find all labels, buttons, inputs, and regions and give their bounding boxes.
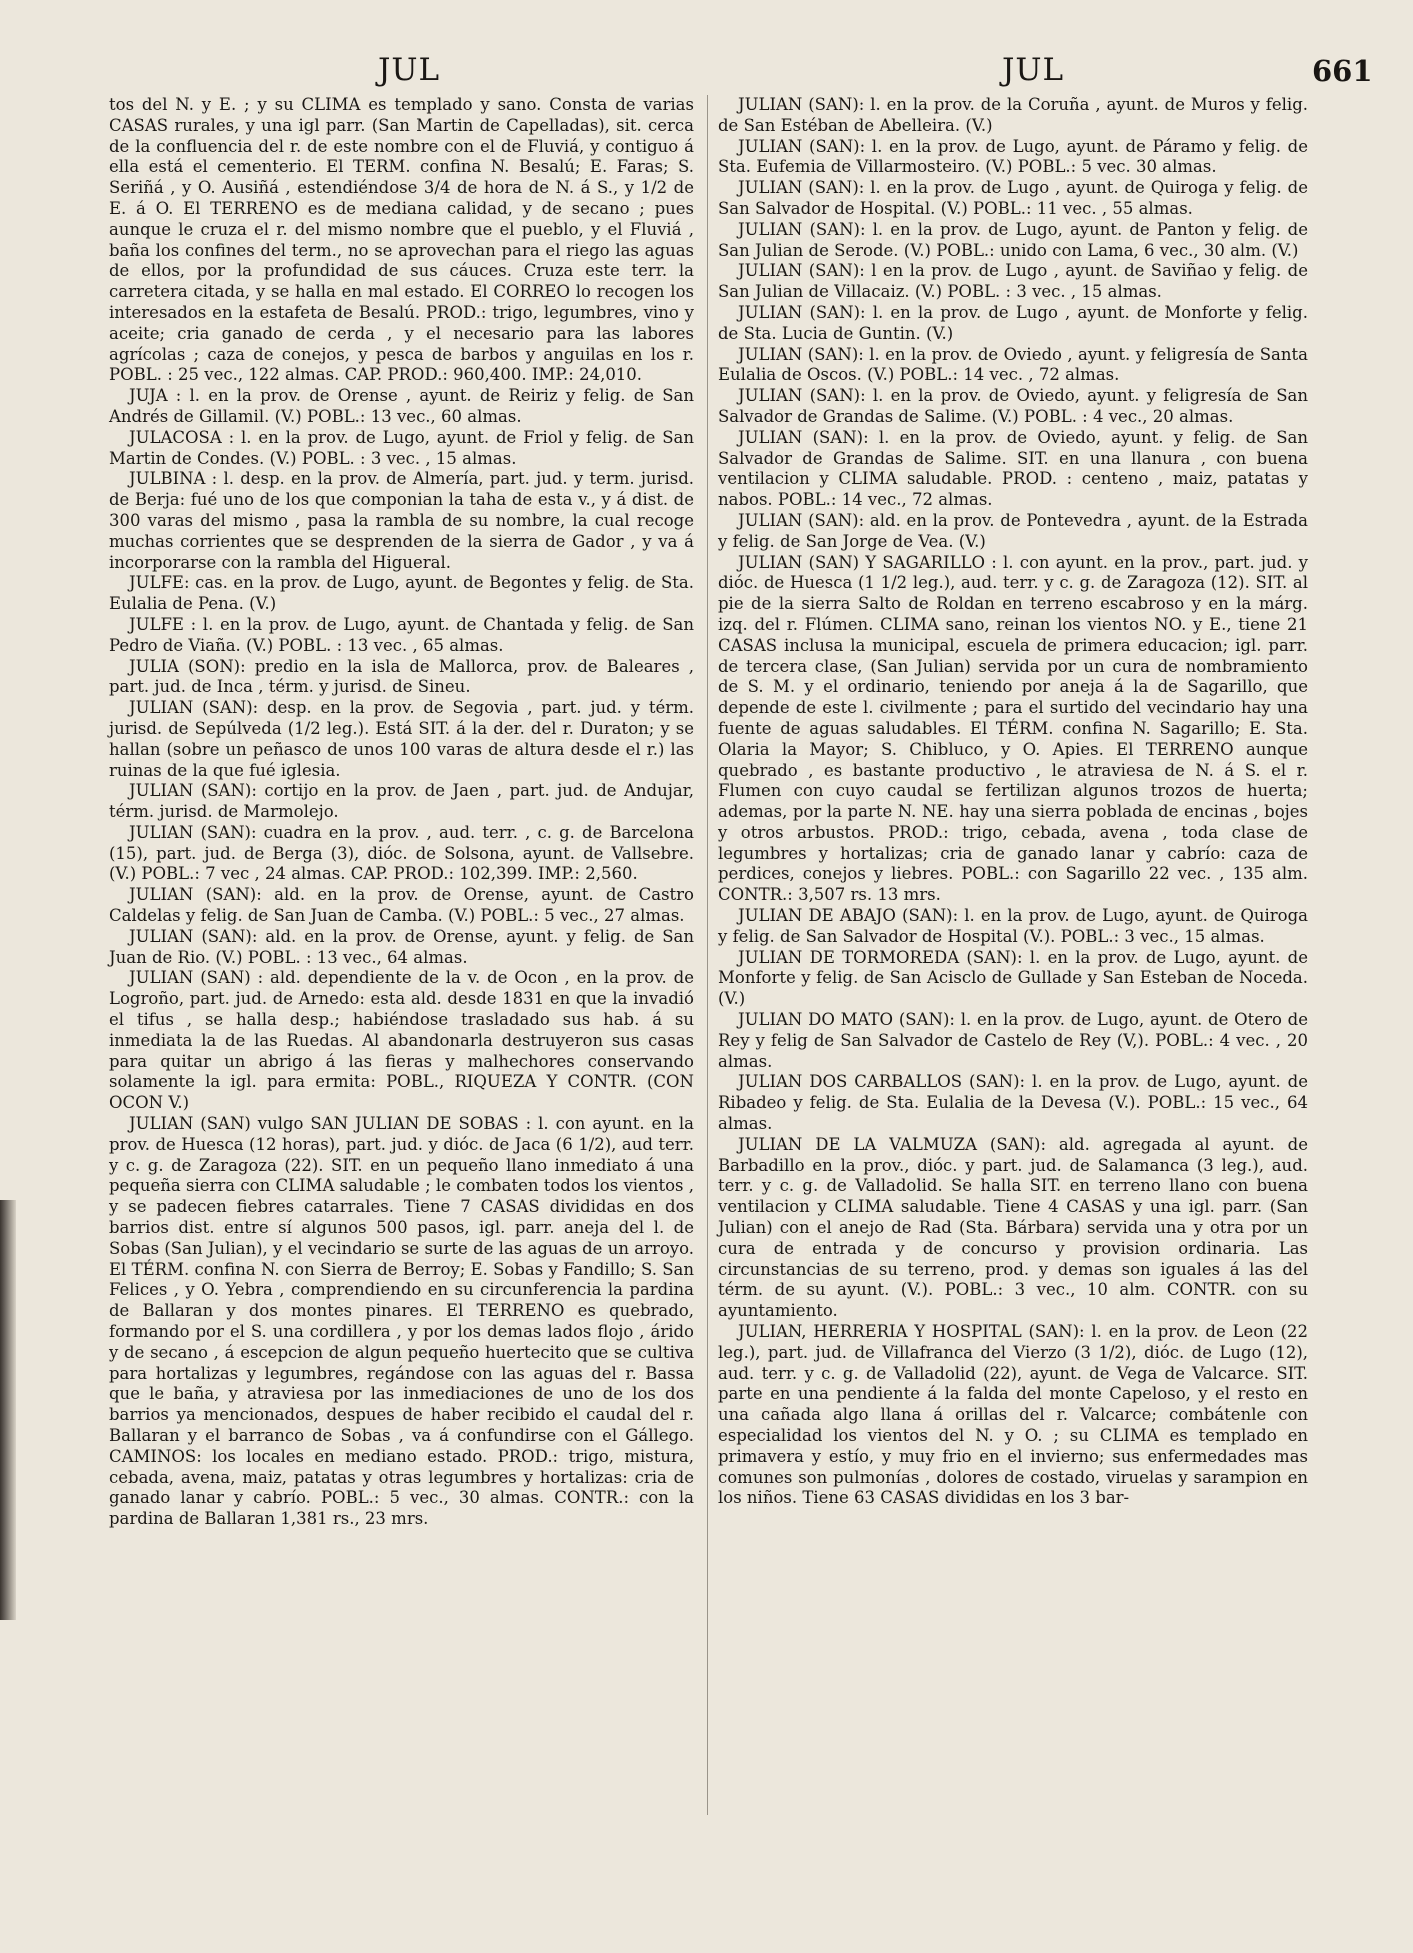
right-column bbox=[718, 95, 1308, 1509]
entry-paragraph: JULIAN (SAN): ald. en la prov. de Orense, ayunt. y felig. de San Juan de Rio. (V.) POBL. : 13 vec., 64 almas. bbox=[109, 926, 694, 967]
entry-paragraph: JULIAN (SAN): l. en la prov. de Oviedo, ayunt. y felig. de San Salvador de Grandas de Salime. SIT. en una llanura , con buena ventilacion y CLIMA saludable. PROD. : centeno , maiz, patatas y nabos. POBL.: 14 vec., 72 almas. bbox=[718, 427, 1308, 510]
entry-paragraph: JULBINA : l. desp. en la prov. de Almería, part. jud. y term. jurisd. de Berja: fué uno de los que componian la taha de esta v., y á dist. de 300 varas del mismo , pasa la rambla de su nombre, la cual recoge muchas corrientes que se desprenden de la sierra de Gador , y va á incorporarse con la rambla del Higueral. bbox=[109, 469, 694, 572]
entry-paragraph: JULFE: cas. en la prov. de Lugo, ayunt. de Begontes y felig. de Sta. Eulalia de Pena. (V.) bbox=[109, 573, 694, 614]
entry-paragraph: JULIAN DOS CARBALLOS (SAN): l. en la prov. de Lugo, ayunt. de Ribadeo y felig. de Sta. Eulalia de la Devesa (V.). POBL.: 15 vec., 64 almas. bbox=[718, 1072, 1308, 1134]
entry-paragraph: JULIAN (SAN): desp. en la prov. de Segovia , part. jud. y térm. jurisd. de Sepúlveda (1/2 leg.). Está SIT. á la der. del r. Duraton; y se hallan (sobre un peñasco de unos 100 varas de altura desde el r.) las ruinas de la que fué iglesia. bbox=[109, 698, 694, 780]
entry-paragraph: JUJA : l. en la prov. de Orense , ayunt. de Reiriz y felig. de San Andrés de Gillamil. (V.) POBL.: 13 vec., 60 almas. bbox=[109, 386, 694, 426]
entry-paragraph: JULIAN (SAN): cortijo en la prov. de Jaen , part. jud. de Andujar, térm. jurisd. de Marmolejo. bbox=[109, 781, 694, 822]
running-head-right: JUL bbox=[1002, 52, 1065, 88]
entry-paragraph: JULIAN DE LA VALMUZA (SAN): ald. agregada al ayunt. de Barbadillo en la prov., dióc. y part. jud. de Salamanca (3 leg.), aud. terr. y c. g. de Valladolid. Se halla SIT. en terreno llano con buena ventilacion y CLIMA saludable. Tiene 4 CASAS y una igl. parr. (San Julian) con el anejo de Rad (Sta. Bárbara) servida una y otra por un cura de entrada y de concurso y provision ordinaria. Las circunstancias de su terreno, prod. y demas son iguales á las del térm. de su ayunt. (V.). POBL.: 3 vec., 10 alm. CONTR. con su ayuntamiento. bbox=[718, 1134, 1308, 1321]
entry-paragraph: tos del N. y E. ; y su CLIMA es templado y sano. Consta de varias CASAS rurales, y una igl parr. (San Martin de Capelladas), sit. cerca de la confluencia del r. de este nombre con el de Fluviá, y contiguo á ella está el cementerio. El TERM. confina N. Besalú; E. Faras; S. Seriñá , y O. Ausiñá , estendiéndose 3/4 de hora de N. á S., y 1/2 de E. á O. El TERRENO es de mediana calidad, y de secano ; pues aunque le cruza el r. del mismo nombre que el pueblo, y el Fluviá , baña los confines del term., no se aprovechan para el riego las aguas de ellos, por la profundidad de sus cáuces. Cruza este terr. la carretera citada, y se halla en mal estado. El CORREO lo recogen los interesados en la estafeta de Besalú. PROD.: trigo, legumbres, vino y aceite; cria ganado de cerda , y el necesario para las labores agrícolas ; caza de conejos, y pesca de barbos y anguilas en los r. POBL. : 25 vec., 122 almas. CAP. PROD.: 960,400. IMP.: 24,010. bbox=[109, 95, 694, 385]
entry-paragraph: JULIAN (SAN): ald. en la prov. de Orense, ayunt. de Castro Caldelas y felig. de San Juan de Camba. (V.) POBL.: 5 vec., 27 almas. bbox=[109, 885, 694, 926]
entry-paragraph: JULIAN, HERRERIA Y HOSPITAL (SAN): l. en la prov. de Leon (22 leg.), part. jud. de Villafranca del Vierzo (3 1/2), dióc. de Lugo (12), aud. terr. y c. g. de Valladolid (22), ayunt. de Vega de Valcarce. SIT. parte en una pendiente á la falda del monte Capeloso, y el resto en una cañada algo llana á orillas del r. Valcarce; combátenle con especialidad los vientos del N. y O. ; su CLIMA es templado en primavera y estío, y muy frio en el invierno; sus enfermedades mas comunes son pulmonías , dolores de costado, viruelas y sarampion en los niños. Tiene 63 CASAS divididas en los 3 bar- bbox=[718, 1322, 1308, 1508]
entry-paragraph: JULIAN (SAN): l. en la prov. de la Coruña , ayunt. de Muros y felig. de San Estéban de Abelleira. (V.) bbox=[718, 95, 1308, 135]
entry-paragraph: JULIAN (SAN): l. en la prov. de Lugo , ayunt. de Monforte y felig. de Sta. Lucia de Guntin. (V.) bbox=[718, 302, 1308, 343]
entry-paragraph: JULIAN (SAN): l. en la prov. de Oviedo , ayunt. y feligresía de Santa Eulalia de Oscos. (V.) POBL.: 14 vec. , 72 almas. bbox=[718, 344, 1308, 385]
page-number: 661 bbox=[1312, 54, 1373, 88]
left-column bbox=[109, 95, 694, 1530]
column-divider bbox=[707, 95, 708, 1815]
entry-paragraph: JULIAN (SAN): l en la prov. de Lugo , ayunt. de Saviñao y felig. de San Julian de Villacaiz. (V.) POBL. : 3 vec. , 15 almas. bbox=[718, 261, 1308, 302]
entry-paragraph: JULIAN (SAN) vulgo SAN JULIAN DE SOBAS : l. con ayunt. en la prov. de Huesca (12 horas), part. jud. y dióc. de Jaca (6 1/2), aud terr. y c. g. de Zaragoza (22). SIT. en un pequeño llano inmediato á una pequeña sierra con CLIMA saludable ; le combaten todos los vientos , y se padecen fiebres catarrales. Tiene 7 CASAS divididas en dos barrios dist. entre sí algunos 500 pasos, igl. parr. aneja del l. de Sobas (San Julian), y el vecindario se surte de las aguas de un arroyo. El TÉRM. confina N. con Sierra de Berroy; E. Sobas y Fandillo; S. San Felices , y O. Yebra , comprendiendo en su circunferencia la pardina de Ballaran y dos montes pinares. El TERRENO es quebrado, formando por el S. una cordillera , y por los demas lados flojo , árido y de secano , á escepcion de algun pequeño huertecito que se cultiva para hortalizas y legumbres, regándose con las aguas del r. Bassa que le baña, y atraviesa por las inmediaciones de uno de los dos barrios ya mencionados, despues de haber recibido el caudal del r. Ballaran y el barranco de Sobas , va á confundirse con el Gállego. CAMINOS: los locales en mediano estado. PROD.: trigo, mistura, cebada, avena, maiz, patatas y otras legumbres y hortalizas: cria de ganado lanar y cabrío. POBL.: 5 vec., 30 almas. CONTR.: con la pardina de Ballaran 1,381 rs., 23 mrs. bbox=[109, 1114, 694, 1529]
entry-paragraph: JULIAN (SAN): l. en la prov. de Lugo, ayunt. de Páramo y felig. de Sta. Eufemia de Villarmosteiro. (V.) POBL.: 5 vec. 30 almas. bbox=[718, 136, 1308, 177]
page-edge-shadow bbox=[0, 1200, 16, 1620]
entry-paragraph: JULIAN DE ABAJO (SAN): l. en la prov. de Lugo, ayunt. de Quiroga y felig. de San Salvador de Hospital (V.). POBL.: 3 vec., 15 almas. bbox=[718, 906, 1308, 946]
entry-paragraph: JULIA (SON): predio en la isla de Mallorca, prov. de Baleares , part. jud. de Inca , térm. y jurisd. de Sineu. bbox=[109, 656, 694, 697]
entry-paragraph: JULFE : l. en la prov. de Lugo, ayunt. de Chantada y felig. de San Pedro de Viaña. (V.) POBL. : 13 vec. , 65 almas. bbox=[109, 614, 694, 655]
entry-paragraph: JULIAN (SAN): ald. en la prov. de Pontevedra , ayunt. de la Estrada y felig. de San Jorge de Vea. (V.) bbox=[718, 510, 1308, 551]
entry-paragraph: JULIAN DE TORMOREDA (SAN): l. en la prov. de Lugo, ayunt. de Monforte y felig. de San Acisclo de Gullade y San Esteban de Noceda. (V.) bbox=[718, 947, 1308, 1009]
entry-paragraph: JULIAN (SAN): l. en la prov. de Lugo, ayunt. de Panton y felig. de San Julian de Serode. (V.) POBL.: unido con Lama, 6 vec., 30 alm. (V.) bbox=[718, 219, 1308, 260]
entry-paragraph: JULIAN (SAN): l. en la prov. de Oviedo, ayunt. y feligresía de San Salvador de Grandas de Salime. (V.) POBL. : 4 vec., 20 almas. bbox=[718, 386, 1308, 426]
entry-paragraph: JULIAN DO MATO (SAN): l. en la prov. de Lugo, ayunt. de Otero de Rey y felig de San Salvador de Castelo de Rey (V,). POBL.: 4 vec. , 20 almas. bbox=[718, 1010, 1308, 1071]
entry-paragraph: JULIAN (SAN) Y SAGARILLO : l. con ayunt. en la prov., part. jud. y dióc. de Huesca (1 1/2 leg.), aud. terr. y c. g. de Zaragoza (12). SIT. al pie de la sierra Salto de Roldan en terreno escabroso y en la márg. izq. del r. Flúmen. CLIMA sano, reinan los vientos NO. y E., tiene 21 CASAS inclusa la municipal, escuela de primera educacion; igl. parr. de tercera clase, (San Julian) servida por un cura de nombramiento de S. M. y el ordinario, teniendo por aneja á la de Sagarillo, que depende de este l. civilmente ; para el surtido del vecindario hay una fuente de aguas saludables. El TÉRM. confina N. Sagarillo; E. Sta. Olaria la Mayor; S. Chibluco, y O. Apies. El TERRENO aunque quebrado , es bastante productivo , le atraviesa de N. á S. el r. Flumen con cuyo caudal se fertilizan algunos trozos de huerta; ademas, por la parte N. NE. hay una sierra poblada de encinas , bojes y otros arbustos. PROD.: trigo, cebada, avena , toda clase de legumbres y hortalizas; cria de ganado lanar y cabrío: caza de perdices, conejos y liebres. POBL.: con Sagarillo 22 vec. , 135 alm. CONTR.: 3,507 rs. 13 mrs. bbox=[718, 552, 1308, 905]
running-head-left: JUL bbox=[378, 52, 441, 88]
entry-paragraph: JULIAN (SAN) : ald. dependiente de la v. de Ocon , en la prov. de Logroño, part. jud. de Arnedo: esta ald. desde 1831 en que la invadió el tifus , se halla desp.; habiéndose trasladado sus hab. á su inmediata la de las Ruedas. Al abandonarla destruyeron sus casas para quitar un abrigo á las fieras y malhechores conservando solamente la igl. para ermita: POBL., RIQUEZA Y CONTR. (CON OCON V.) bbox=[109, 968, 694, 1113]
entry-paragraph: JULIAN (SAN): l. en la prov. de Lugo , ayunt. de Quiroga y felig. de San Salvador de Hospital. (V.) POBL.: 11 vec. , 55 almas. bbox=[718, 178, 1308, 218]
entry-paragraph: JULACOSA : l. en la prov. de Lugo, ayunt. de Friol y felig. de San Martin de Condes. (V.) POBL. : 3 vec. , 15 almas. bbox=[109, 427, 694, 468]
entry-paragraph: JULIAN (SAN): cuadra en la prov. , aud. terr. , c. g. de Barcelona (15), part. jud. de Berga (3), dióc. de Solsona, ayunt. de Vallsebre. (V.) POBL.: 7 vec , 24 almas. CAP. PROD.: 102,399. IMP.: 2,560. bbox=[109, 822, 694, 884]
